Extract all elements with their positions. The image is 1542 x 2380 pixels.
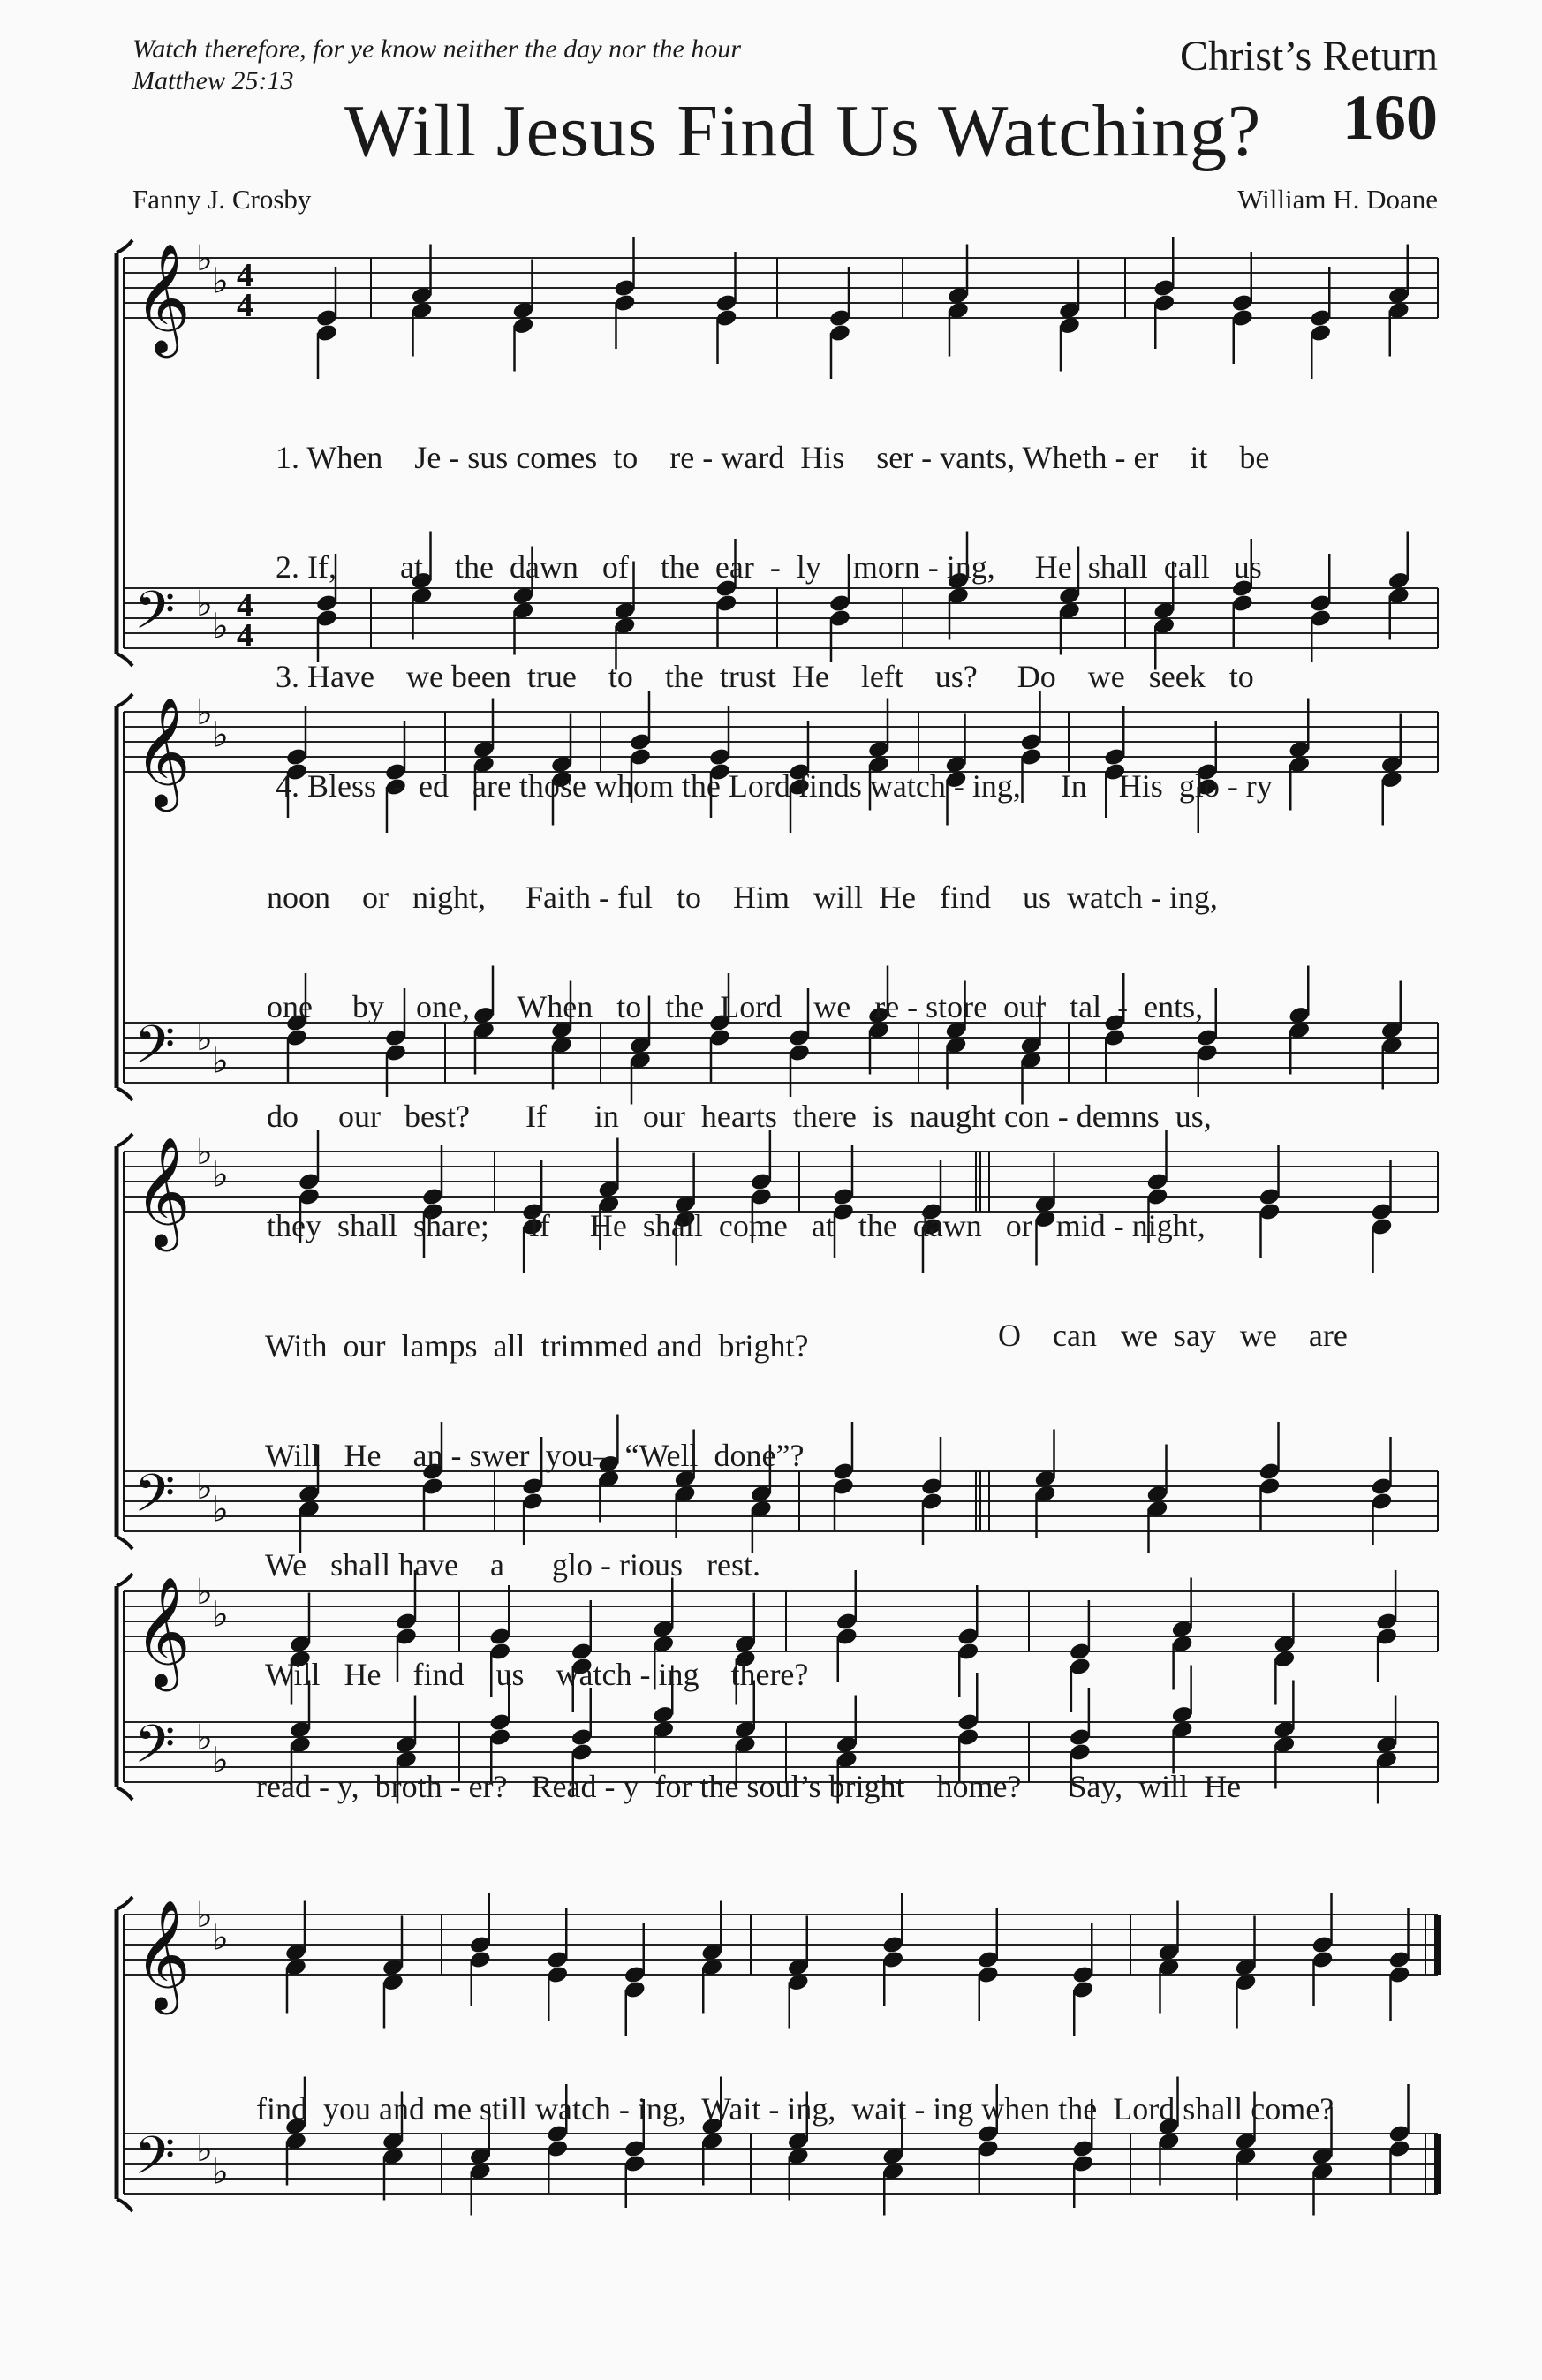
treble-clef-icon: 𝄞 xyxy=(134,1137,191,1247)
scripture-reference: Matthew 25:13 xyxy=(132,66,294,95)
bracket-hook xyxy=(117,1088,132,1100)
lyric-line-verse-3: 3. Have we been true to the trust He left us? Do we seek to xyxy=(276,659,1254,694)
time-signature-top: 4 xyxy=(237,257,253,294)
bass-clef-icon: 𝄢 xyxy=(134,1014,176,1088)
lyrics-system-2 xyxy=(267,818,1218,1288)
time-signature-bottom: 4 xyxy=(237,287,253,324)
flat-icon: ♭ xyxy=(212,1154,229,1196)
lyric-line-verse-2: 2. If, at the dawn of the ear - ly morn - ing, He shall call us xyxy=(276,549,1262,585)
flat-icon: ♭ xyxy=(212,1489,229,1530)
bracket-hook xyxy=(117,1537,132,1549)
flat-icon: ♭ xyxy=(196,2129,213,2170)
lyrics-system-1 xyxy=(276,378,1273,848)
bass-clef-icon: 𝄢 xyxy=(134,2125,176,2199)
composer-credit: William H. Doane xyxy=(1237,184,1438,215)
flat-icon: ♭ xyxy=(196,1467,213,1507)
treble-clef-icon: 𝄞 xyxy=(134,697,191,807)
lyric-line-verse-4: 4. Bless - ed are those whom the Lord finds watch - ing, In His glo - ry xyxy=(276,768,1273,804)
lyrics-system-4 xyxy=(256,1707,1241,1834)
flat-icon: ♭ xyxy=(196,1895,213,1936)
flat-icon: ♭ xyxy=(196,1132,213,1173)
lyric-line-verse-3: We shall have a glo - rious rest. xyxy=(265,1547,760,1583)
refrain-start-lyric: O can we say we are xyxy=(998,1318,1348,1353)
lyric-line-verse-3: do our best? If in our hearts there is naught con - demns us, xyxy=(267,1099,1212,1134)
hymn-title: Will Jesus Find Us Watching? xyxy=(344,90,1262,172)
treble-clef-icon: 𝄞 xyxy=(134,1576,191,1687)
lyric-line-refrain: find you and me still watch - ing, Wait - ing, wait - ing when the Lord shall come? xyxy=(256,2091,1334,2127)
bass-clef-icon: 𝄢 xyxy=(134,1462,176,1537)
bracket-hook xyxy=(117,240,132,253)
flat-icon: ♭ xyxy=(196,692,213,733)
flat-icon: ♭ xyxy=(212,261,229,302)
bracket-hook xyxy=(117,1134,132,1146)
flat-icon: ♭ xyxy=(212,1917,229,1959)
lyric-line-verse-4: they shall share; If He shall come at the dawn or mid - night, xyxy=(267,1208,1206,1243)
bracket-hook xyxy=(117,2199,132,2211)
bracket-hook xyxy=(117,654,132,666)
flat-icon: ♭ xyxy=(212,606,229,647)
lyric-line-verse-4: Will He find us watch - ing there? xyxy=(265,1657,809,1692)
bracket-hook xyxy=(117,1787,132,1800)
lyric-line-verse-1: 1. When Je - sus comes to re - ward His ser - vants, Wheth - er it be xyxy=(276,440,1270,475)
lyric-line-verse-1: With our lamps all trimmed and bright? xyxy=(265,1328,809,1364)
bass-clef-icon: 𝄢 xyxy=(134,1713,176,1787)
flat-icon: ♭ xyxy=(196,1572,213,1613)
lyrics-system-5 xyxy=(256,2029,1334,2157)
treble-clef-icon: 𝄞 xyxy=(134,1900,191,2010)
flat-icon: ♭ xyxy=(196,1018,213,1059)
lyric-line-verse-2: Will He an - swer you– “Well done”? xyxy=(265,1438,805,1473)
lyric-line-verse-2: one by one, When to the Lord we re - store our tal - ents, xyxy=(267,989,1204,1024)
hymn-number: 160 xyxy=(1342,82,1438,153)
flat-icon: ♭ xyxy=(196,584,213,624)
time-signature-bottom: 4 xyxy=(237,617,253,654)
scripture-quote: Watch therefore, for ye know neither the day nor the hour xyxy=(132,34,742,64)
flat-icon: ♭ xyxy=(196,238,213,279)
treble-clef-icon: 𝄞 xyxy=(134,243,191,353)
flat-icon: ♭ xyxy=(212,2151,229,2193)
lyricist-credit: Fanny J. Crosby xyxy=(132,184,312,215)
bass-clef-icon: 𝄢 xyxy=(134,579,176,654)
hymn-category: Christ’s Return xyxy=(1179,33,1438,79)
flat-icon: ♭ xyxy=(212,714,229,756)
bracket-hook xyxy=(117,694,132,706)
time-signature-top: 4 xyxy=(237,587,253,624)
flat-icon: ♭ xyxy=(196,1718,213,1758)
flat-icon: ♭ xyxy=(212,1740,229,1781)
lyrics-system-3 xyxy=(265,1266,808,1736)
flat-icon: ♭ xyxy=(212,1040,229,1082)
lyric-line-verse-1: noon or night, Faith - ful to Him will He find us watch - ing, xyxy=(267,880,1218,915)
bracket-hook xyxy=(117,1574,132,1586)
lyric-line-refrain: read - y, broth - er? Read - y for the soul’s bright home? Say, will He xyxy=(256,1769,1242,1804)
flat-icon: ♭ xyxy=(212,1594,229,1636)
bracket-hook xyxy=(117,1897,132,1909)
